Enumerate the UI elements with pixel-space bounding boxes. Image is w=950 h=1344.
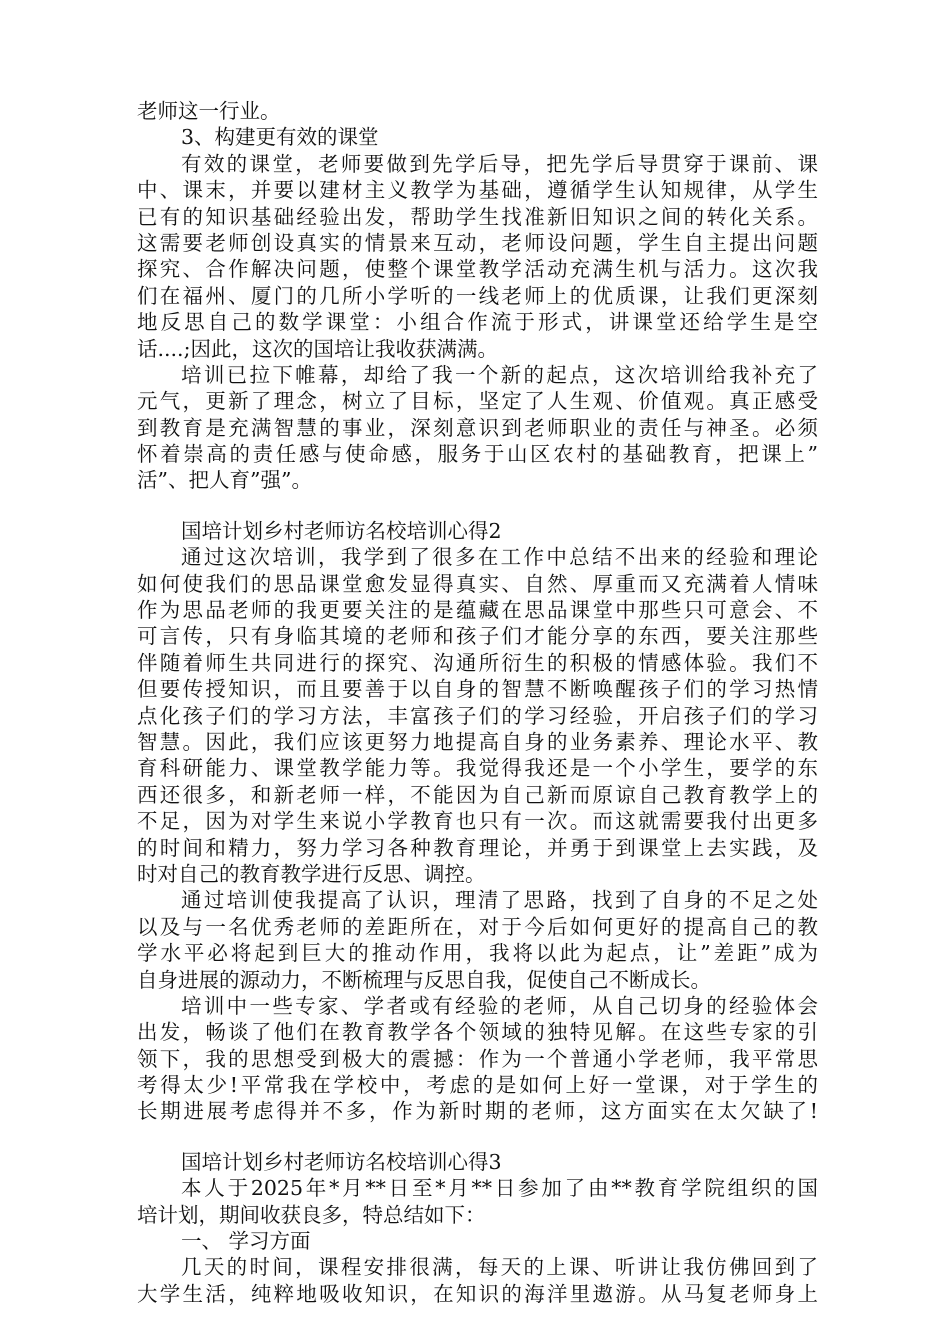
- blank-line: [137, 1125, 818, 1149]
- blank-line: [137, 494, 818, 518]
- text-line: 智慧。因此，我们应该更努力地提高自身的业务素养、理论水平、教: [137, 729, 818, 754]
- text-line: 的时间和精力，努力学习各种教育理论，并勇于到课堂上去实践，及: [137, 835, 818, 860]
- text-line: 领下，我的思想受到极大的震撼：作为一个普通小学老师，我平常思: [137, 1046, 818, 1071]
- text-line: 国培计划乡村老师访名校培训心得2: [181, 518, 502, 543]
- text-line: 们在福州、厦门的几所小学听的一线老师上的优质课，让我们更深刻: [137, 283, 818, 308]
- text-line: 国培计划乡村老师访名校培训心得3: [181, 1149, 502, 1174]
- text-line: 出发，畅谈了他们在教育教学各个领域的独特见解。在这些专家的引: [137, 1020, 818, 1045]
- text-line: 自身进展的源动力，不断梳理与反思自我，促使自己不断成长。: [137, 967, 711, 992]
- text-line: 有效的课堂，老师要做到先学后导，把先学后导贯穿于课前、课: [181, 151, 818, 176]
- text-line: 中、课末，并要以建材主义教学为基础，遵循学生认知规律，从学生: [137, 178, 818, 203]
- text-line: 探究、合作解决问题，使整个课堂教学活动充满生机与活力。这次我: [137, 257, 818, 282]
- text-line: 3、构建更有效的课堂: [181, 125, 379, 150]
- text-line: 元气，更新了理念，树立了目标，坚定了人生观、价值观。真正感受: [137, 389, 818, 414]
- text-line: 通过这次培训，我学到了很多在工作中总结不出来的经验和理论: [181, 545, 818, 570]
- text-line: 育科研能力、课堂教学能力等。我觉得我还是一个小学生，要学的东: [137, 756, 818, 781]
- text-line: 学水平必将起到巨大的推动作用，我将以此为起点，让”差距”成为: [137, 941, 818, 966]
- text-line: 本人于2025年*月**日至*月**日参加了由**教育学院组织的国: [181, 1176, 818, 1201]
- text-line: 培训中一些专家、学者或有经验的老师，从自己切身的经验体会: [181, 993, 818, 1018]
- text-line: 西还很多，和新老师一样，不能因为自己新而原谅自己教育教学上的: [137, 782, 818, 807]
- text-line: 长期进展考虑得并不多，作为新时期的老师，这方面实在太欠缺了!: [137, 1099, 818, 1124]
- text-line: 怀着崇高的责任感与使命感，服务于山区农村的基础教育，把课上”: [137, 442, 818, 467]
- text-line: 大学生活，纯粹地吸收知识，在知识的海洋里遨游。从马复老师身上: [137, 1281, 818, 1306]
- text-line: 但要传授知识，而且要善于以自身的智慧不断唤醒孩子们的学习热情: [137, 677, 818, 702]
- text-line: 培训已拉下帷幕，却给了我一个新的起点，这次培训给我补充了: [181, 362, 818, 387]
- text-line: 以及与一名优秀老师的差距所在，对于今后如何更好的提高自己的教: [137, 914, 818, 939]
- text-line: 伴随着师生共同进行的探究、沟通所衍生的积极的情感体验。我们不: [137, 650, 818, 675]
- text-line: 老师这一行业。: [137, 99, 281, 123]
- text-line: 一、 学习方面: [181, 1229, 311, 1254]
- text-line: 地反思自己的数学课堂：小组合作流于形式，讲课堂还给学生是空: [137, 310, 818, 335]
- text-line: 话....;因此，这次的国培让我收获满满。: [137, 336, 498, 361]
- text-line: 考得太少!平常我在学校中，考虑的是如何上好一堂课，对于学生的: [137, 1073, 818, 1098]
- text-line: 点化孩子们的学习方法，丰富孩子们的学习经验，开启孩子们的学习: [137, 703, 818, 728]
- text-line: 几天的时间，课程安排很满，每天的上课、听讲让我仿佛回到了: [181, 1255, 818, 1280]
- text-line: 作为思品老师的我更要关注的是蕴藏在思品课堂中那些只可意会、不: [137, 598, 818, 623]
- text-line: 如何使我们的思品课堂愈发显得真实、自然、厚重而又充满着人情味: [137, 571, 818, 596]
- text-line: 不足，因为对学生来说小学教育也只有一次。而这就需要我付出更多: [137, 809, 818, 834]
- text-line: 这需要老师创设真实的情景来互动，老师设问题，学生自主提出问题: [137, 230, 818, 255]
- text-line: 可言传，只有身临其境的老师和孩子们才能分享的东西，要关注那些: [137, 624, 818, 649]
- text-line: 到教育是充满智慧的事业，深刻意识到老师职业的责任与神圣。必须: [137, 415, 818, 440]
- text-line: 通过培训使我提高了认识，理清了思路，找到了自身的不足之处: [181, 888, 818, 913]
- text-line: 已有的知识基础经验出发，帮助学生找准新旧知识之间的转化关系。: [137, 204, 818, 229]
- text-line: 时对自己的教育教学进行反思、调控。: [137, 861, 486, 886]
- text-line: 活”、把人育”强”。: [137, 468, 312, 493]
- text-line: 培计划，期间收获良多，特总结如下：: [137, 1202, 486, 1227]
- document-body: [137, 98, 818, 1307]
